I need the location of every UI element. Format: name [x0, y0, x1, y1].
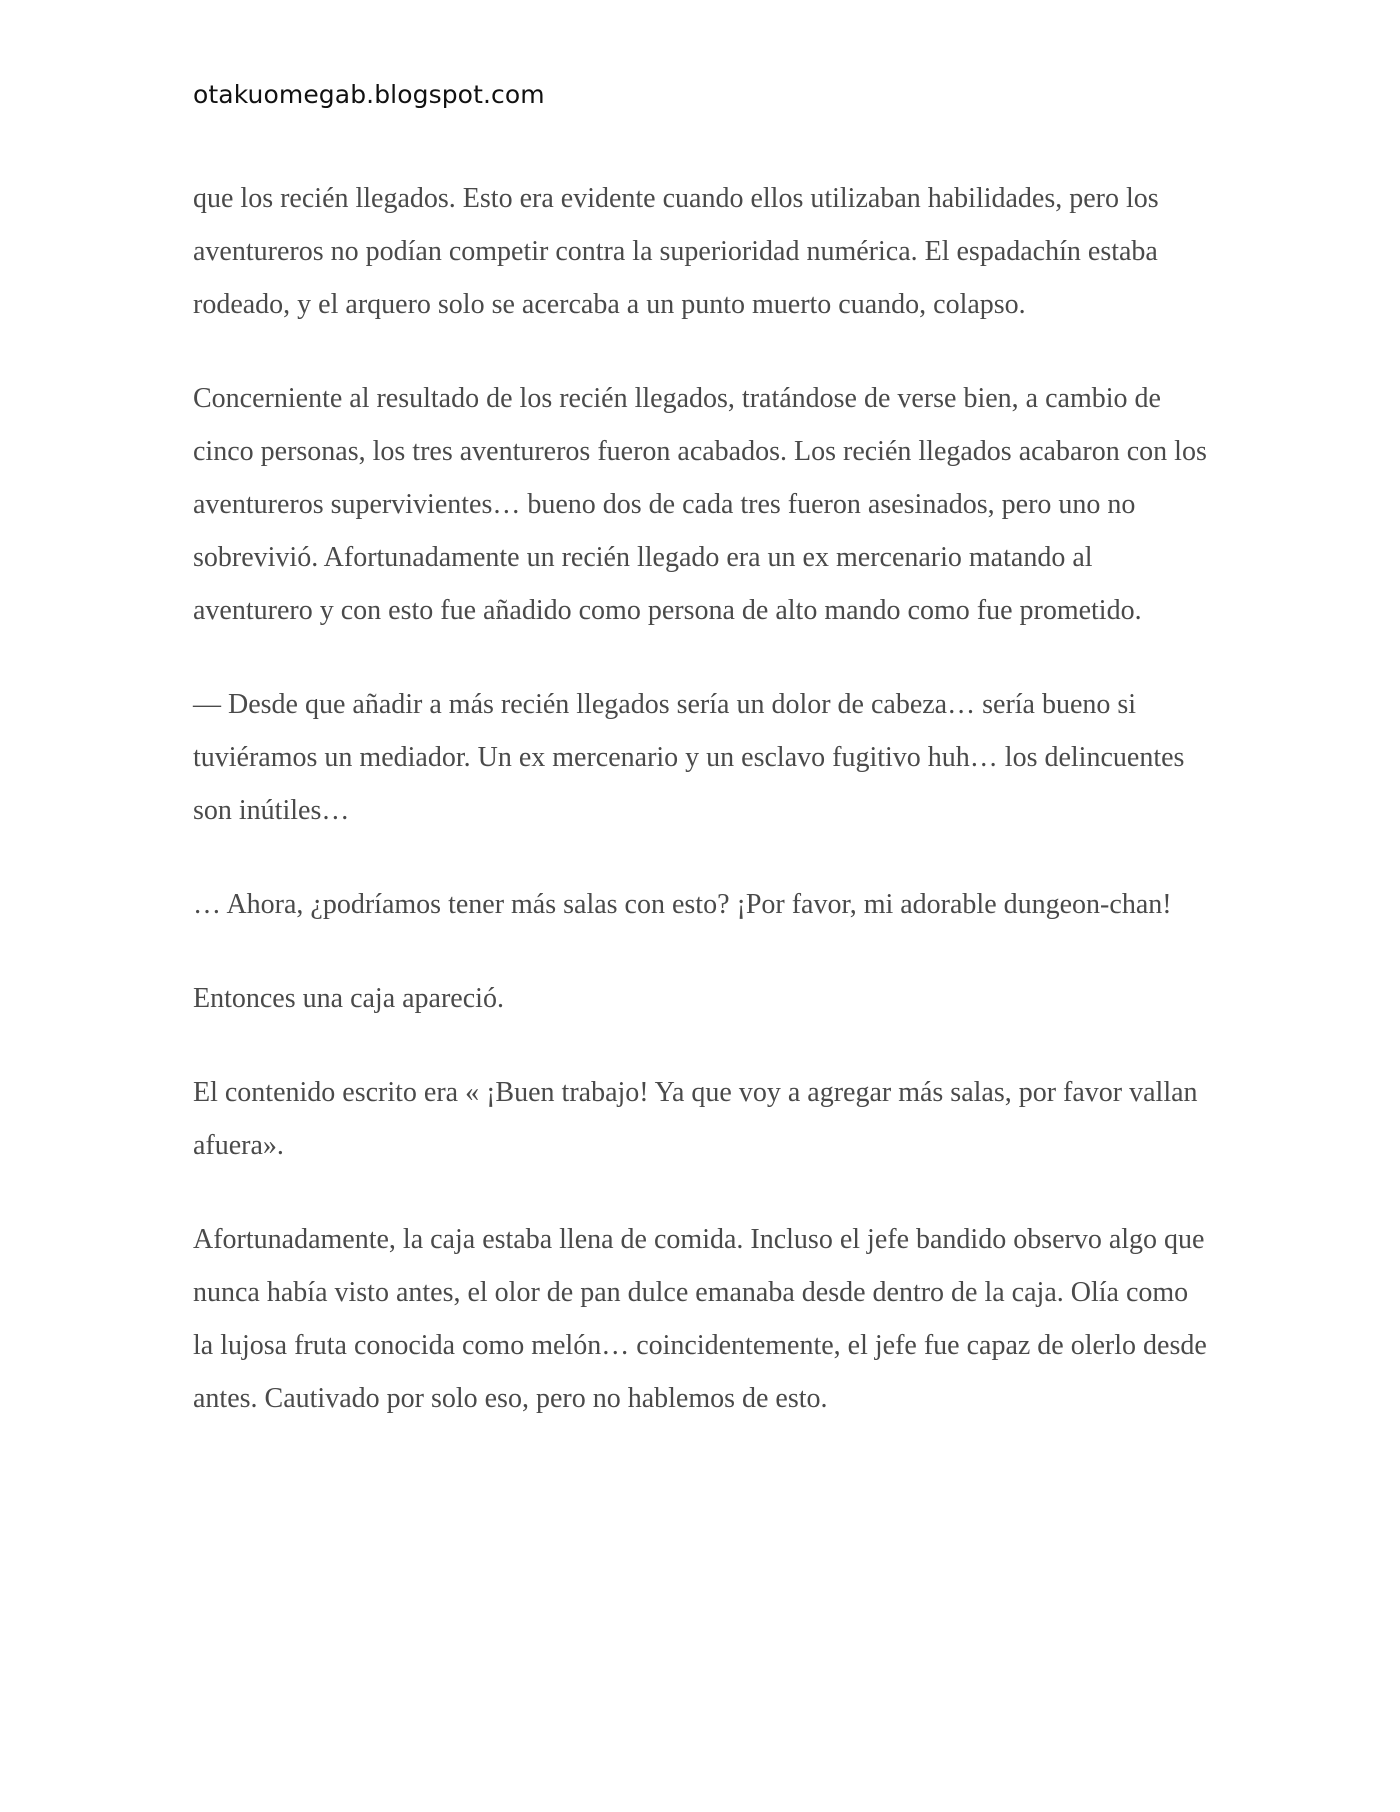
paragraph: que los recién llegados. Esto era evidente cuando ellos utilizaban habilidades, pero los aventureros no podían competir contra la superioridad numérica. El espadachín estaba rodeado, y el arquero solo se acercaba a un punto muerto cuando, colapso. [193, 183, 1159, 320]
paragraph: … Ahora, ¿podríamos tener más salas con esto? ¡Por favor, mi adorable dungeon-chan! [193, 889, 1172, 920]
body-text [193, 172, 1213, 1466]
paragraph: — Desde que añadir a más recién llegados sería un dolor de cabeza… sería bueno si tuviéramos un mediador. Un ex mercenario y un esclavo fugitivo huh… los delincuentes son inútiles… [193, 689, 1185, 826]
paragraph: Concerniente al resultado de los recién llegados, tratándose de verse bien, a cambio de cinco personas, los tres aventureros fueron acabados. Los recién llegados acabaron con los aventureros supervivientes… bueno dos de cada tres fueron asesinados, pero uno no sobrevivió. Afortunadamente un recién llegado era un ex mercenario matando al aventurero y con esto fue añadido como persona de alto mando como fue prometido. [193, 383, 1207, 626]
site-header: otakuomegab.blogspot.com [193, 80, 545, 109]
paragraph: Afortunadamente, la caja estaba llena de comida. Incluso el jefe bandido observo algo que nunca había visto antes, el olor de pan dulce emanaba desde dentro de la caja. Olía como la lujosa fruta conocida como melón… coincidentemente, el jefe fue capaz de olerlo desde antes. Cautivado por solo eso, pero no hablemos de esto. [193, 1224, 1207, 1414]
paragraph: Entonces una caja apareció. [193, 983, 504, 1014]
paragraph: El contenido escrito era « ¡Buen trabajo! Ya que voy a agregar más salas, por favor vallan afuera». [193, 1077, 1198, 1161]
